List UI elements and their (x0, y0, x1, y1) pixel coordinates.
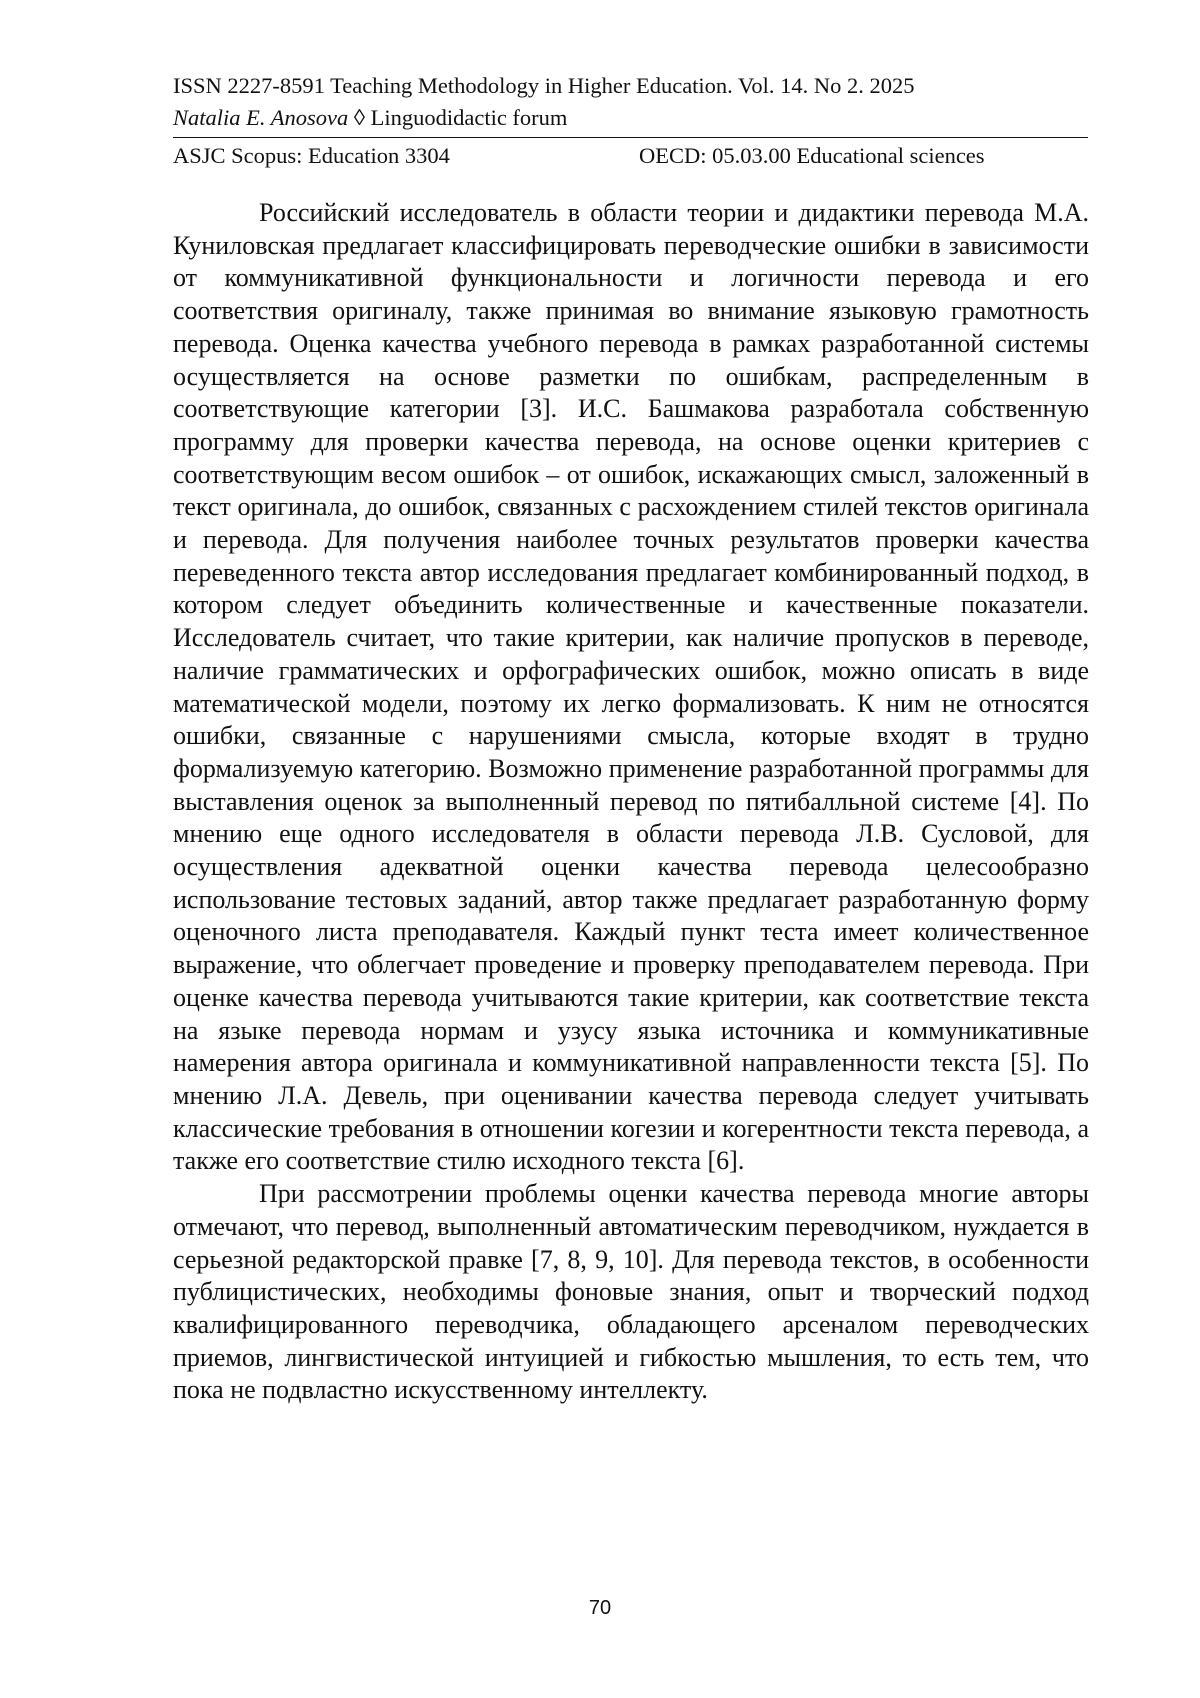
author-section-line (173, 102, 1088, 134)
paragraph-1: Российский исследователь в области теории и дидактики перевода М.А. Куниловская предлагает классифицировать переводческие ошибки в зависимости от коммуникативной функциональности и логичности перевода и его соответствия оригиналу, также принимая во внимание языковую грамотность перевода. Оценка качества учебного перевода в рамках разработанной системы осуществляется на основе разметки по ошибкам, распределенным в соответствующие категории [3]. И.С. Башмакова разработала собственную программу для проверки качества перевода, на основе оценки критериев с соответствующим весом ошибок – от ошибок, искажающих смысл, заложенный в текст оригинала, до ошибок, связанных с расхождением стилей текстов оригинала и перевода. Для получения наиболее точных результатов проверки качества переведенного текста автор исследования предлагает комбинированный подход, в котором следует объединить количественные и качественные показатели. Исследователь считает, что такие критерии, как наличие пропусков в переводе, наличие грамматических и орфографических ошибок, можно описать в виде математической модели, поэтому их легко формализовать. К ним не относятся ошибки, связанные с нарушениями смысла, которые входят в трудно формализуемую категорию. Возможно применение разработанной программы для выставления оценок за выполненный перевод по пятибалльной системе [4]. По мнению еще одного исследователя в области перевода Л.В. Сусловой, для осуществления адекватной оценки качества перевода целесообразно использование тестовых заданий, автор также предлагает разработанную форму оценочного листа преподавателя. Каждый пункт теста имеет количественное выражение, что облегчает проведение и проверку преподавателем перевода. При оценке качества перевода учитываются такие критерии, как соответствие текста на языке перевода нормам и узусу языка источника и коммуникативные намерения автора оригинала и коммуникативной направленности текста [5]. По мнению Л.А. Девель, при оценивании качества перевода следует учитывать классические требования в отношении когезии и когерентности текста перевода, а также его соответствие стилю исходного текста [6]. (173, 198, 1089, 1176)
running-header (173, 70, 1088, 134)
separator-glyph: ◊ (353, 105, 365, 130)
journal-line: ISSN 2227-8591 Teaching Methodology in Higher Education. Vol. 14. No 2. 2025 (173, 73, 915, 98)
author-name: Natalia E. Anosova (173, 105, 349, 130)
article-body (173, 197, 1089, 1407)
section-name: Linguodidactic forum (370, 105, 568, 130)
asjc-classification: ASJC Scopus: Education 3304 (173, 143, 450, 168)
page-number: 70 (588, 1597, 612, 1619)
header-divider (173, 137, 1088, 138)
oecd-classification: OECD: 05.03.00 Educational sciences (639, 143, 985, 168)
paragraph-2: При рассмотрении проблемы оценки качества перевода многие авторы отмечают, что перевод, выполненный автоматическим переводчиком, нуждается в серьезной редакторской правке [7, 8, 9, 10]. Для перевода текстов, в особенности публицистических, необходимы фоновые знания, опыт и творческий подход квалифицированного переводчика, обладающего арсеналом переводческих приемов, лингвистической интуицией и гибкостью мышления, то есть тем, что пока не подвластно искусственному интеллекту. (173, 1179, 1089, 1405)
